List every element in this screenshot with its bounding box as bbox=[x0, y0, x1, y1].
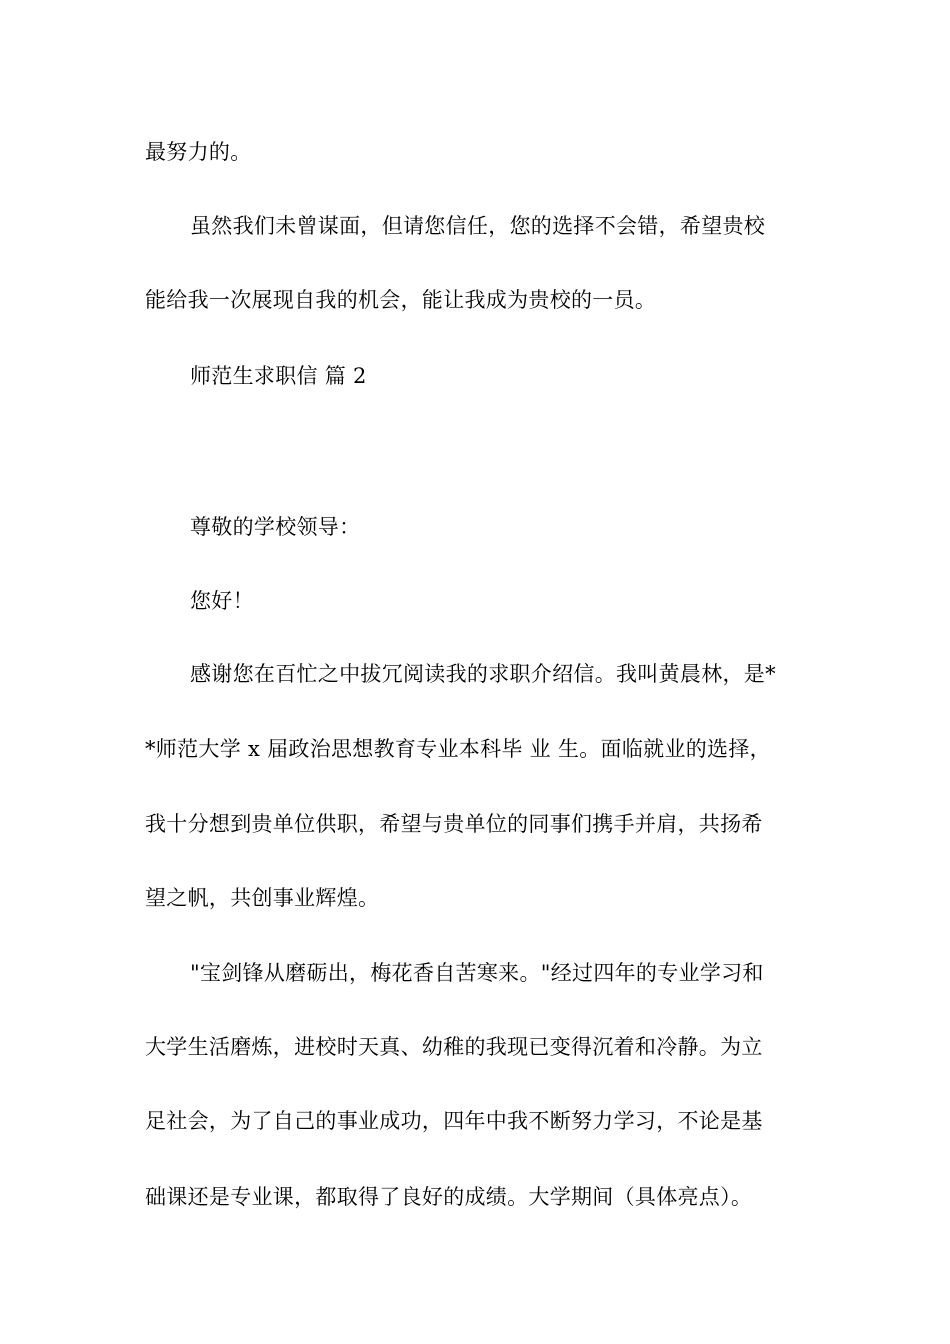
text-line: 最努力的。 bbox=[145, 140, 252, 164]
text-line: 础课还是专业课，都取得了良好的成绩。大学期间（具体亮点）。 bbox=[145, 1185, 753, 1209]
text-line: 望之帆，共创事业辉煌。 bbox=[145, 886, 380, 910]
text-line: "宝剑锋从磨砺出，梅花香自苦寒来。"经过四年的专业学习和 bbox=[190, 961, 764, 985]
text-line: 虽然我们未曾谋面，但请您信任，您的选择不会错，希望贵校 bbox=[190, 214, 766, 238]
text-line: *师范大学 x 届政治思想教育专业本科毕 业 生。面临就业的选择， bbox=[145, 737, 771, 761]
text-line: 大学生活磨炼，进校时天真、幼稚的我现已变得沉着和冷静。为立 bbox=[145, 1035, 763, 1059]
text-line: 我十分想到贵单位供职，希望与贵单位的同事们携手并肩，共扬希 bbox=[145, 812, 763, 836]
text-line: 足社会，为了自己的事业成功，四年中我不断努力学习，不论是基 bbox=[145, 1109, 763, 1133]
text-line: 感谢您在百忙之中拔冗阅读我的求职介绍信。我叫黄晨林，是* bbox=[190, 662, 776, 686]
salutation: 尊敬的学校领导： bbox=[190, 515, 361, 539]
greeting: 您好！ bbox=[190, 589, 254, 613]
section-heading: 师范生求职信 篇 2 bbox=[190, 364, 367, 388]
text-line: 能给我一次展现自我的机会，能让我成为贵校的一员。 bbox=[145, 288, 657, 312]
